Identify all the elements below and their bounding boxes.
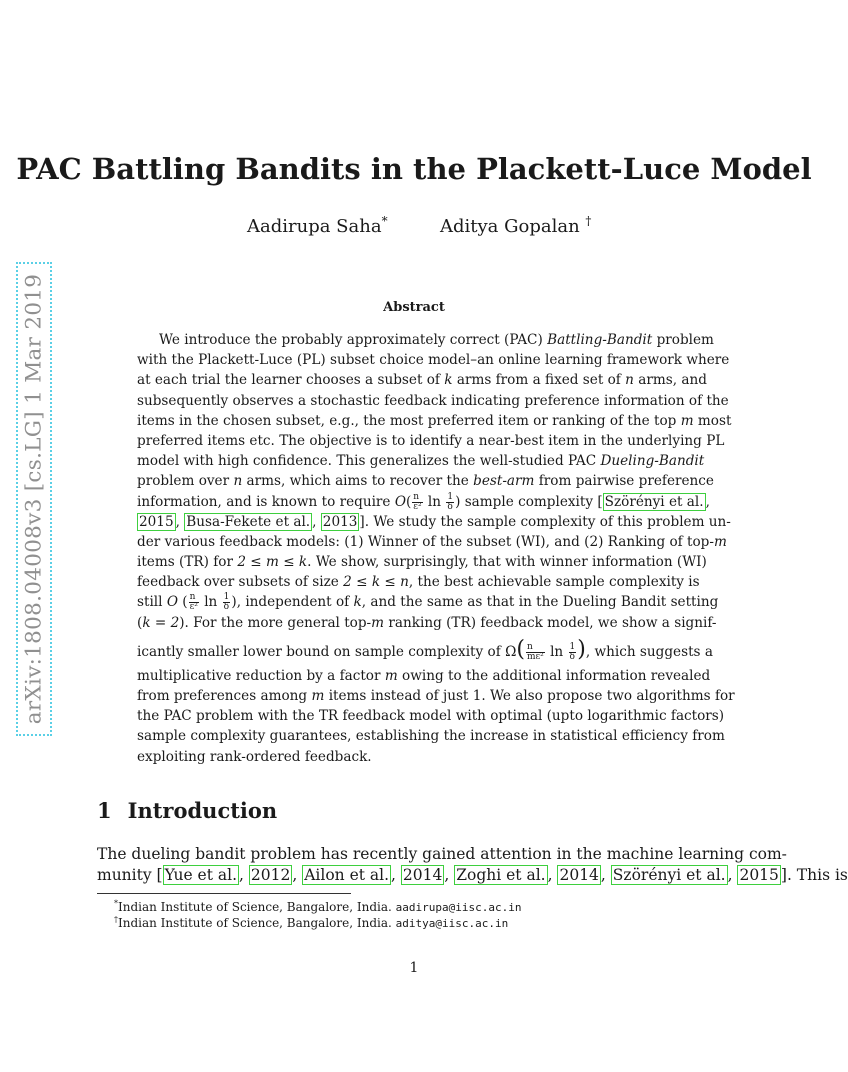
abstract-line: information, and is known to require O( $\frac{n}{\text{ε²}}$ ln $\frac{1}{\delta}$ ) sample complexity [ Szörényi et al. ,: [137, 491, 710, 512]
arxiv-identifier[interactable]: arXiv:1808.04008v3 [cs.LG] 1 Mar 2019: [21, 273, 47, 725]
citation-link[interactable]: 2012: [250, 866, 291, 884]
abstract-line: der various feedback models: (1) Winner of the subset (WI), and (2) Ranking of top-m: [137, 533, 727, 550]
abstract-line: model with high confidence. This generalizes the well-studied PAC Dueling-Bandit: [137, 453, 705, 470]
abstract-line: items in the chosen subset, e.g., the most preferred item or ranking of the top m most: [137, 412, 732, 429]
citation-link[interactable]: 2014: [402, 866, 443, 884]
citation-link[interactable]: Szörényi et al.: [604, 493, 704, 510]
citation-link[interactable]: Szörényi et al.: [612, 866, 726, 884]
footnote-mark: *: [114, 899, 118, 908]
arxiv-sidebar[interactable]: [16, 262, 52, 736]
abstract-line: (k = 2). For the more general top-m ranking (TR) feedback model, we show a signif-: [137, 614, 717, 631]
abstract-line: from preferences among m items instead of just 1. We also propose two algorithms for: [137, 688, 735, 704]
abstract-heading: Abstract: [383, 300, 445, 315]
footnote-affiliation: Indian Institute of Science, Bangalore, India.: [118, 916, 392, 930]
citation-link[interactable]: Yue et al.: [164, 866, 238, 884]
abstract-line: icantly smaller lower bound on sample complexity of Ω( $\frac{n}{\text{mε²}}$ ln $\frac{1}{\delta}$ ), which suggests a: [137, 636, 713, 662]
section-heading: [97, 798, 277, 823]
footnote-mark: †: [114, 915, 118, 924]
fraction: $\frac{1}{\delta}$: [569, 641, 576, 662]
fraction: $\frac{1}{\delta}$: [447, 491, 454, 512]
author-name: Aditya Gopalan: [440, 216, 580, 237]
intro-line: The dueling bandit problem has recently gained attention in the machine learning com-: [97, 845, 787, 863]
citation-link[interactable]: Zoghi et al.: [456, 866, 546, 884]
author-name: Aadirupa Saha: [247, 216, 382, 237]
abstract-line: subsequently observes a stochastic feedback indicating preference information of the: [137, 392, 729, 409]
section-number: 1: [97, 798, 112, 823]
citation-link[interactable]: Ailon et al.: [304, 866, 390, 884]
intro-paragraph: [97, 844, 848, 886]
abstract-line: sample complexity guarantees, establishing the increase in statistical efficiency from: [137, 728, 725, 745]
citation-link[interactable]: 2014: [559, 866, 599, 884]
citation-link[interactable]: 2013: [322, 513, 358, 530]
abstract-line: preferred items etc. The objective is to identify a near-best item in the underlying PL: [137, 432, 725, 449]
complexity-formula: O( $\frac{n}{\text{ε²}}$ ln $\frac{1}{\delta}$ ): [394, 491, 461, 512]
complexity-formula: O ( $\frac{n}{\text{ε²}}$ ln $\frac{1}{\delta}$ ): [166, 592, 237, 613]
email-address[interactable]: aadirupa@iisc.ac.in: [395, 901, 522, 914]
fraction: $\frac{n}{\text{ε²}}$: [413, 491, 422, 512]
abstract-line: We introduce the probably approximately correct (PAC) Battling-Bandit problem: [159, 332, 714, 348]
fraction: $\frac{1}{\delta}$: [223, 592, 230, 613]
fraction: $\frac{n}{\text{ε²}}$: [189, 592, 198, 613]
footnote-2: [114, 915, 508, 930]
footnote-mark[interactable]: †: [585, 214, 592, 228]
author-2: [440, 214, 591, 237]
citation-link[interactable]: 2015: [739, 866, 779, 884]
email-address[interactable]: aditya@iisc.ac.in: [395, 917, 509, 930]
page-number: 1: [409, 960, 419, 976]
abstract-line: at each trial the learner chooses a subset of k arms from a fixed set of n arms, and: [137, 372, 707, 389]
abstract-line: with the Plackett-Luce (PL) subset choice model–an online learning framework where: [137, 352, 730, 369]
footnote-rule: [97, 893, 351, 894]
intro-line: munity [ Yue et al. , 2012 , Ailon et al. , 2014 , Zoghi et al. , 2014 , Szörényi et al. , 2015 ]. This is: [97, 866, 848, 884]
lower-bound-formula: Ω( $\frac{n}{\text{mε²}}$ ln $\frac{1}{\delta}$ ): [505, 636, 586, 662]
abstract-line: 2015 , Busa-Fekete et al. , 2013 ]. We study the sample complexity of this problem un-: [139, 513, 731, 530]
abstract-line: feedback over subsets of size 2 ≤ k ≤ n, the best achievable sample complexity is: [137, 574, 700, 591]
abstract-line: still O ( $\frac{n}{\text{ε²}}$ ln $\frac{1}{\delta}$ ), independent of k, and the same as that in the Dueling Bandit setting: [137, 592, 719, 613]
author-1: [247, 214, 388, 237]
citation-link[interactable]: 2015: [139, 513, 174, 530]
footnote-1: [114, 899, 522, 914]
footnote-mark[interactable]: *: [381, 214, 388, 228]
citation-link[interactable]: Busa-Fekete et al.: [186, 513, 311, 530]
abstract-line: the PAC problem with the TR feedback model with optimal (upto logarithmic factors): [137, 708, 725, 725]
paper-title: PAC Battling Bandits in the Plackett-Luce Model: [16, 152, 812, 186]
fraction: $\frac{n}{\text{mε²}}$: [526, 641, 544, 662]
abstract-line: problem over n arms, which aims to recover the best-arm from pairwise preference: [137, 473, 714, 490]
abstract-body: [137, 330, 735, 767]
abstract-line: exploiting rank-ordered feedback.: [137, 748, 372, 765]
section-title: Introduction: [127, 798, 278, 823]
abstract-line: items (TR) for 2 ≤ m ≤ k. We show, surprisingly, that with winner information (WI): [137, 554, 707, 571]
footnote-affiliation: Indian Institute of Science, Bangalore, India.: [118, 900, 392, 914]
abstract-line: multiplicative reduction by a factor m owing to the additional information revealed: [137, 667, 711, 684]
